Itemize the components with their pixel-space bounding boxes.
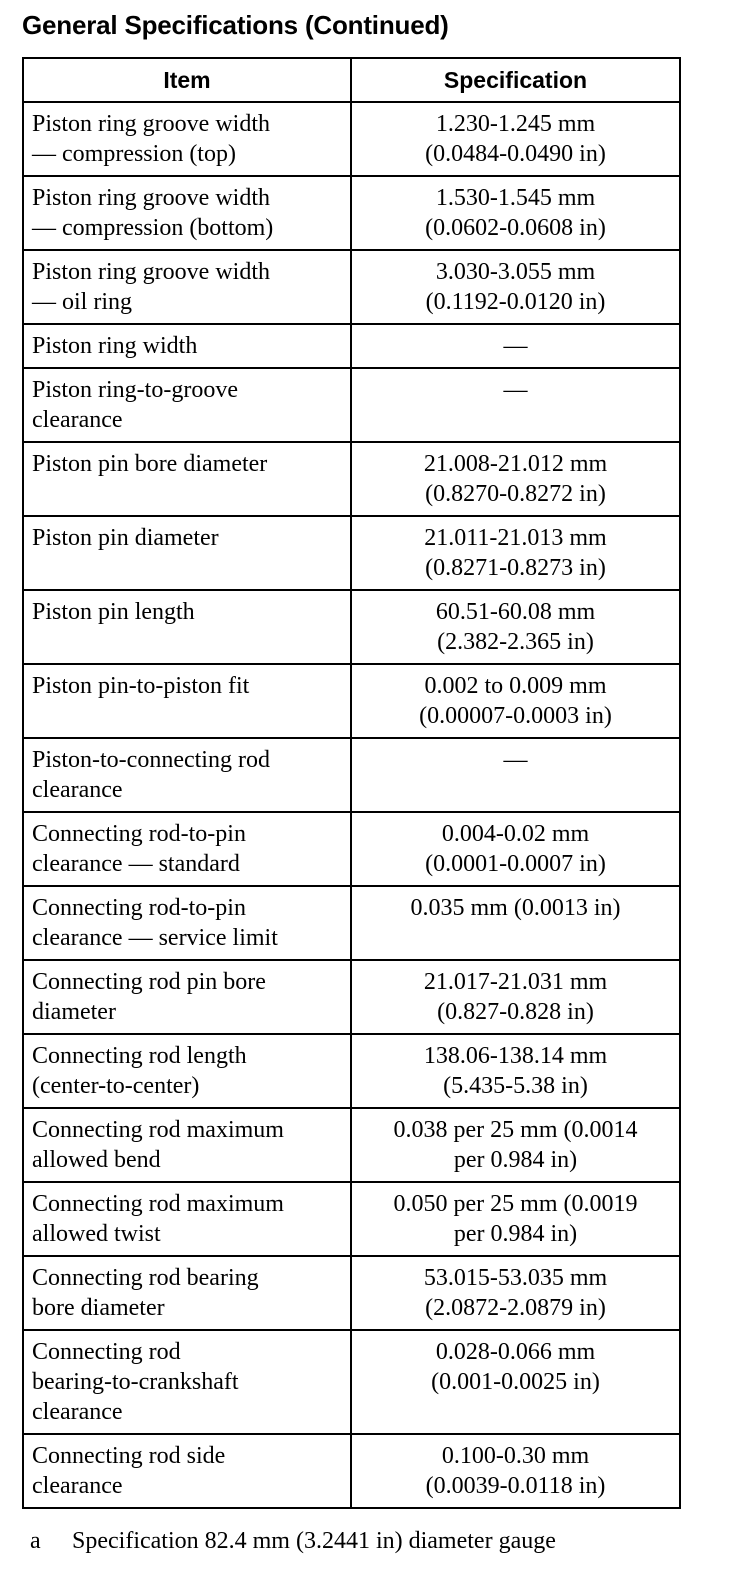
- item-text-line: Connecting rod maximum: [32, 1117, 284, 1143]
- specification-cell: [351, 442, 680, 516]
- item-text-line: Connecting rod side: [32, 1443, 226, 1469]
- item-cell: [23, 250, 351, 324]
- specification-text-line: (0.001-0.0025 in): [431, 1369, 600, 1395]
- specification-text-line: 138.06-138.14 mm: [423, 1043, 608, 1069]
- footnote-text: Specification 82.4 mm (3.2441 in) diameter gauge: [72, 1528, 556, 1554]
- specification-text-line: (0.8271-0.8273 in): [425, 555, 606, 581]
- item-text-line: Piston pin-to-piston fit: [32, 673, 250, 699]
- item-text-line: Piston ring groove width: [32, 185, 270, 211]
- specification-cell: [351, 590, 680, 664]
- item-text-line: allowed bend: [32, 1147, 161, 1173]
- table-body: [23, 102, 680, 1508]
- table-row: [23, 250, 680, 324]
- table-row: [23, 1330, 680, 1434]
- specification-text-line: (0.0039-0.0118 in): [425, 1473, 606, 1499]
- table-row: [23, 102, 680, 176]
- specification-cell: [351, 812, 680, 886]
- specification-text-line: 0.004-0.02 mm: [441, 821, 590, 847]
- specification-text-line: (0.8270-0.8272 in): [425, 481, 606, 507]
- item-text-line: clearance: [32, 1399, 123, 1425]
- specification-text-line: 3.030-3.055 mm: [435, 259, 596, 285]
- item-cell: [23, 176, 351, 250]
- footnote-marker: a: [30, 1528, 41, 1554]
- specification-text-line: —: [503, 333, 528, 359]
- specification-cell: [351, 102, 680, 176]
- item-cell: [23, 812, 351, 886]
- specification-text-line: (0.00007-0.0003 in): [419, 703, 612, 729]
- item-text-line: Connecting rod maximum: [32, 1191, 284, 1217]
- table-row: [23, 738, 680, 812]
- item-text-line: bearing-to-crankshaft: [32, 1369, 239, 1395]
- specification-cell: [351, 368, 680, 442]
- item-text-line: Piston pin length: [32, 599, 195, 625]
- item-cell: [23, 516, 351, 590]
- item-text-line: Piston ring groove width: [32, 111, 270, 137]
- item-cell: [23, 590, 351, 664]
- table-row: [23, 1182, 680, 1256]
- specification-text-line: (2.0872-2.0879 in): [425, 1295, 606, 1321]
- item-cell: [23, 1182, 351, 1256]
- item-cell: [23, 102, 351, 176]
- item-text-line: Piston ring width: [32, 333, 198, 359]
- item-cell: [23, 1108, 351, 1182]
- table-row: [23, 1256, 680, 1330]
- item-text-line: Connecting rod: [32, 1339, 181, 1365]
- item-text-line: Connecting rod bearing: [32, 1265, 259, 1291]
- specification-cell: [351, 1034, 680, 1108]
- specification-text-line: 0.038 per 25 mm (0.0014: [393, 1117, 638, 1143]
- table-row: [23, 590, 680, 664]
- specification-text-line: 1.230-1.245 mm: [435, 111, 596, 137]
- specification-text-line: 21.008-21.012 mm: [423, 451, 608, 477]
- item-text-line: — compression (bottom): [32, 215, 274, 241]
- item-text-line: Piston pin diameter: [32, 525, 219, 551]
- item-text-line: Connecting rod-to-pin: [32, 895, 246, 921]
- specification-text-line: (0.827-0.828 in): [437, 999, 594, 1025]
- item-text-line: clearance: [32, 777, 123, 803]
- specification-text-line: —: [503, 377, 528, 403]
- specifications-table: [22, 57, 681, 1509]
- item-text-line: — oil ring: [32, 289, 132, 315]
- specification-text-line: (0.0602-0.0608 in): [425, 215, 606, 241]
- item-text-line: clearance: [32, 1473, 123, 1499]
- specification-text-line: —: [503, 747, 528, 773]
- specification-text-line: 0.035 mm (0.0013 in): [410, 895, 621, 921]
- item-text-line: diameter: [32, 999, 116, 1025]
- item-cell: [23, 738, 351, 812]
- item-text-line: — compression (top): [32, 141, 236, 167]
- table-row: [23, 1034, 680, 1108]
- specification-text-line: 21.017-21.031 mm: [423, 969, 608, 995]
- specification-text-line: 60.51-60.08 mm: [435, 599, 596, 625]
- item-cell: [23, 368, 351, 442]
- table-row: [23, 176, 680, 250]
- specification-text-line: (0.0001-0.0007 in): [425, 851, 606, 877]
- item-text-line: Piston ring groove width: [32, 259, 270, 285]
- item-cell: [23, 324, 351, 368]
- item-text-line: (center-to-center): [32, 1073, 200, 1099]
- specification-text-line: 21.011-21.013 mm: [424, 525, 607, 551]
- specification-text-line: per 0.984 in): [453, 1221, 578, 1247]
- item-text-line: Piston ring-to-groove: [32, 377, 238, 403]
- specification-cell: [351, 1108, 680, 1182]
- table-row: [23, 1434, 680, 1508]
- specification-cell: [351, 738, 680, 812]
- table-row: [23, 812, 680, 886]
- table-row: [23, 1108, 680, 1182]
- specification-text-line: 1.530-1.545 mm: [435, 185, 596, 211]
- specification-cell: [351, 176, 680, 250]
- specification-text-line: (5.435-5.38 in): [443, 1073, 588, 1099]
- specification-text-line: (0.1192-0.0120 in): [425, 289, 606, 315]
- specification-text-line: 0.100-0.30 mm: [441, 1443, 590, 1469]
- specification-cell: [351, 960, 680, 1034]
- item-text-line: clearance: [32, 407, 123, 433]
- item-cell: [23, 1034, 351, 1108]
- item-text-line: clearance — standard: [32, 851, 240, 877]
- specification-cell: [351, 250, 680, 324]
- item-text-line: Piston-to-connecting rod: [32, 747, 270, 773]
- column-header-specification: Specification: [351, 58, 680, 102]
- table-row: [23, 516, 680, 590]
- table-row: [23, 960, 680, 1034]
- column-header-item: Item: [23, 58, 351, 102]
- table-row: [23, 442, 680, 516]
- item-cell: [23, 1330, 351, 1434]
- table-row: [23, 886, 680, 960]
- specification-text-line: 0.028-0.066 mm: [435, 1339, 596, 1365]
- specification-cell: [351, 664, 680, 738]
- item-cell: [23, 1434, 351, 1508]
- item-text-line: Connecting rod-to-pin: [32, 821, 246, 847]
- item-cell: [23, 1256, 351, 1330]
- specification-text-line: 53.015-53.035 mm: [423, 1265, 608, 1291]
- specification-cell: [351, 324, 680, 368]
- item-text-line: allowed twist: [32, 1221, 161, 1247]
- item-text-line: Piston pin bore diameter: [32, 451, 268, 477]
- item-cell: [23, 886, 351, 960]
- specification-text-line: per 0.984 in): [453, 1147, 578, 1173]
- specification-text-line: 0.050 per 25 mm (0.0019: [393, 1191, 638, 1217]
- item-text-line: bore diameter: [32, 1295, 165, 1321]
- item-cell: [23, 960, 351, 1034]
- item-cell: [23, 442, 351, 516]
- specification-cell: [351, 1182, 680, 1256]
- specification-text-line: (0.0484-0.0490 in): [425, 141, 606, 167]
- table-row: [23, 368, 680, 442]
- specification-cell: [351, 1434, 680, 1508]
- specification-cell: [351, 516, 680, 590]
- specification-cell: [351, 1256, 680, 1330]
- table-row: [23, 664, 680, 738]
- footnote: [30, 1528, 556, 1555]
- item-text-line: Connecting rod pin bore: [32, 969, 266, 995]
- specification-text-line: 0.002 to 0.009 mm: [424, 673, 607, 699]
- specification-text-line: (2.382-2.365 in): [437, 629, 594, 655]
- item-text-line: Connecting rod length: [32, 1043, 247, 1069]
- specification-cell: [351, 886, 680, 960]
- specification-cell: [351, 1330, 680, 1434]
- page-title: General Specifications (Continued): [22, 10, 449, 40]
- table-header-row: [23, 58, 680, 102]
- item-text-line: clearance — service limit: [32, 925, 278, 951]
- item-cell: [23, 664, 351, 738]
- table-row: [23, 324, 680, 368]
